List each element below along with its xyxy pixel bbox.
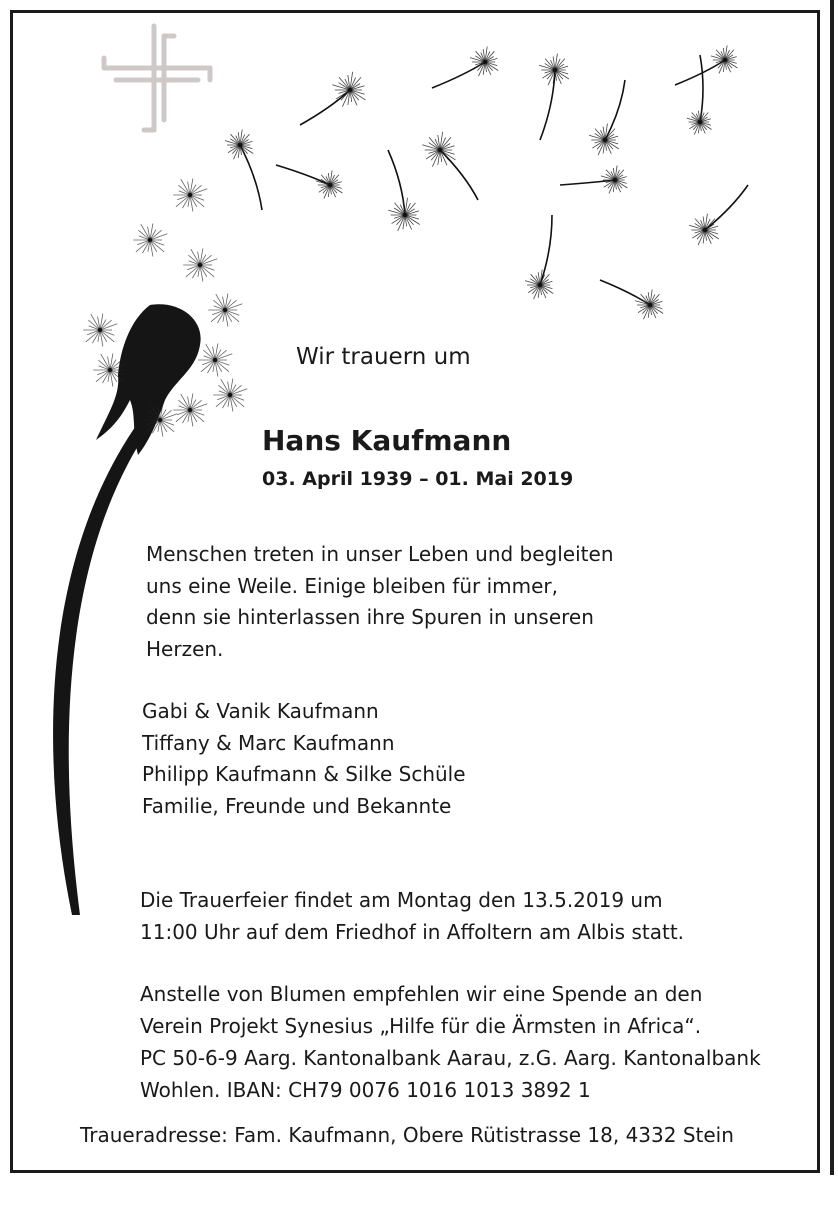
- mourner-line: Philipp Kaufmann & Silke Schüle: [142, 762, 466, 786]
- memorial-quote: [146, 539, 614, 665]
- life-dates: 03. April 1939 – 01. Mai 2019: [262, 468, 574, 490]
- intro-text: Wir trauern um: [296, 344, 471, 370]
- donation-line: Wohlen. IBAN: CH79 0076 1016 1013 3892 1: [140, 1078, 591, 1102]
- mourner-line: Gabi & Vanik Kaufmann: [142, 699, 379, 723]
- quote-line: denn sie hinterlassen ihre Spuren in unseren: [146, 605, 594, 629]
- quote-line: Herzen.: [146, 636, 224, 661]
- donation-line: PC 50-6-9 Aarg. Kantonalbank Aarau, z.G. Aarg. Kantonalbank: [140, 1046, 761, 1070]
- mourner-line: Familie, Freunde und Bekannte: [142, 793, 452, 818]
- mourners-list: [142, 696, 466, 822]
- service-info: [140, 884, 684, 948]
- mourner-line: Tiffany & Marc Kaufmann: [142, 730, 395, 755]
- service-line: 11:00 Uhr auf dem Friedhof in Affoltern am Albis statt.: [140, 920, 685, 944]
- mourning-address: Traueradresse: Fam. Kaufmann, Obere Rütistrasse 18, 4332 Stein: [80, 1123, 734, 1147]
- dandelion-seed-icon: [225, 45, 748, 319]
- donation-line: Verein Projekt Synesius „Hilfe für die Ärmsten in Africa“.: [140, 1014, 702, 1038]
- dandelion-stem: [53, 420, 148, 915]
- deceased-name: Hans Kaufmann: [262, 424, 512, 457]
- quote-line: Menschen treten in unser Leben und begleiten: [146, 542, 614, 566]
- service-line: Die Trauerfeier findet am Montag den 13.5.2019 um: [140, 888, 663, 912]
- quote-line: uns eine Weile. Einige bleiben für immer,: [146, 573, 559, 598]
- donation-info: [140, 978, 761, 1106]
- donation-line: Anstelle von Blumen empfehlen wir eine Spende an den: [140, 982, 703, 1006]
